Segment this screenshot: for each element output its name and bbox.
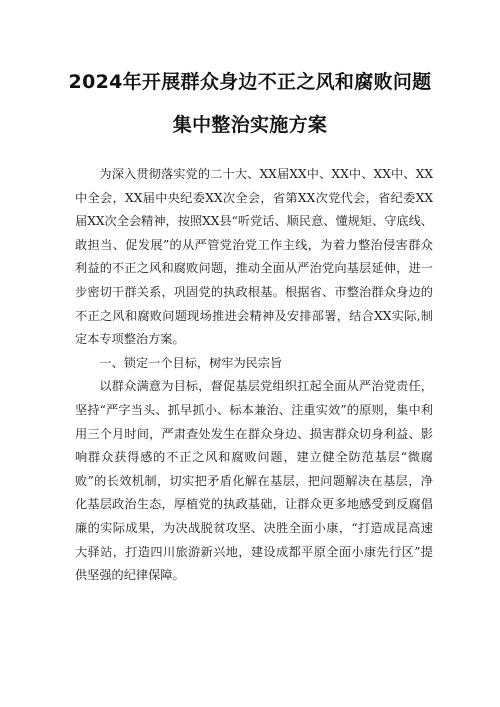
intro-paragraph: 为深入贯彻落实党的二十大、XX届XX中、XX中、XX中、XX中全会，XX届中央纪委XX次全会，省第XX次党代会，省纪委XX届XX次全会精神，按照XX县“听党话、顺民意、懂规矩、守底线、敢担当、促发展”的从严管党治党工作主线，为着力整治侵害群众利益的不正之风和腐败问题，推动全面从严治党向基层延伸，进一步密切干群关系，巩固党的执政根基。根据省、市整治群众身边的不正之风和腐败问题现场推进会精神及安排部署，结合XX实际,制定本专项整治方案。 bbox=[75, 167, 433, 347]
section-1-paragraph: 以群众满意为目标，督促基层党组织扛起全面从严治党责任，坚持“严字当头、抓早抓小、标本兼治、注重实效”的原则，集中利用三个月时间，严肃查处发生在群众身边、损害群众切身利益、影响群众获得感的不正之风和腐败问题，建立健全防范基层“微腐败”的长效机制，切实把矛盾化解在基层，把问题解决在基层，净化基层政治生态，厚植党的执政基础，让群众更多地感受到反腐倡廉的实际成果，为决战脱贫攻坚、决胜全面小康，“打造成昆高速大驿站，打造四川旅游新兴地，建设成都平原全面小康先行区”提供坚强的纪律保障。 bbox=[75, 379, 433, 583]
document-body bbox=[75, 163, 433, 588]
document-title-line-1: 2024年开展群众身边不正之风和腐败问题 bbox=[68, 71, 432, 93]
document-title-line-2: 集中整治实施方案 bbox=[172, 114, 328, 136]
section-1-heading: 一、锁定一个目标，树牢为民宗旨 bbox=[99, 355, 283, 370]
